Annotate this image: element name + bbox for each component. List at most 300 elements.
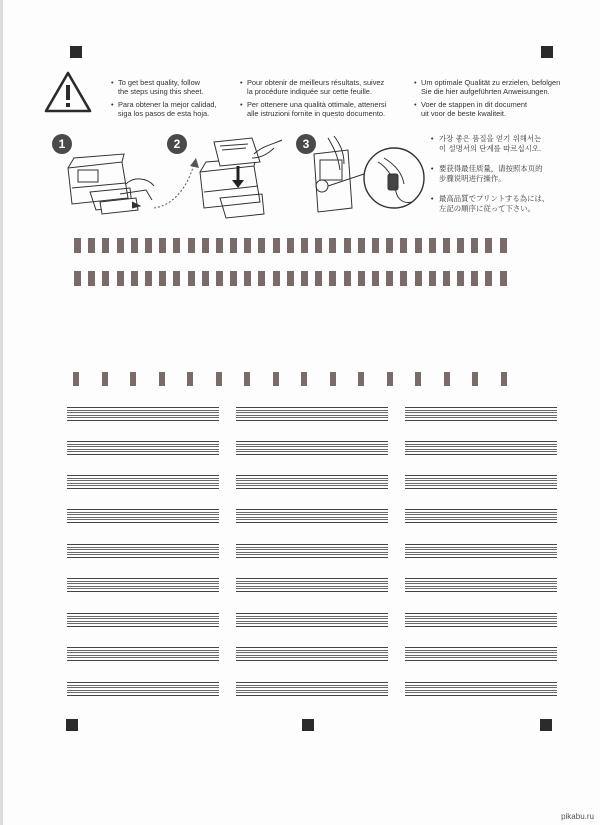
pattern-line: [405, 454, 557, 455]
pattern-line: [67, 444, 219, 445]
pattern-line: [67, 655, 219, 656]
step-number-2: 2: [167, 134, 187, 154]
page-edge: [0, 0, 3, 825]
instruction-text: Voer de stappen in dit document: [421, 100, 528, 109]
line-pattern-block: [67, 509, 219, 523]
pattern-line: [236, 586, 388, 587]
pattern-line: [236, 483, 388, 484]
pattern-line: [67, 690, 219, 691]
pattern-line: [67, 522, 219, 523]
instruction-text-korean: 이 설명서의 단계를 따르십시오.: [439, 143, 542, 153]
alignment-bar: [329, 271, 336, 286]
alignment-bar: [429, 271, 436, 286]
pattern-line: [67, 449, 219, 450]
pattern-line: [405, 586, 557, 587]
pattern-line: [405, 623, 557, 624]
instructions-col-3: [414, 78, 589, 120]
pattern-line: [236, 451, 388, 452]
instructions-asian: [430, 134, 590, 216]
alignment-bar: [230, 238, 237, 253]
alignment-bar: [145, 271, 152, 286]
bullet: •: [111, 100, 114, 109]
pattern-line: [236, 613, 388, 614]
pattern-line: [67, 613, 219, 614]
alignment-bar: [131, 238, 138, 253]
pattern-line: [236, 475, 388, 476]
pattern-line: [405, 514, 557, 515]
pattern-line: [67, 420, 219, 421]
registration-mark-top-left: [70, 46, 82, 58]
alignment-bar: [159, 372, 165, 386]
line-pattern-block: [236, 509, 388, 523]
alignment-bar: [330, 372, 336, 386]
pattern-line: [405, 519, 557, 520]
bullet: •: [414, 100, 417, 109]
line-pattern-block: [405, 509, 557, 523]
pattern-line: [67, 488, 219, 489]
pattern-line: [67, 514, 219, 515]
pattern-line: [236, 682, 388, 683]
pattern-line: [236, 544, 388, 545]
instruction-text: alle istruzioni fornite in questo documento.: [247, 109, 386, 118]
alignment-bar: [358, 238, 365, 253]
pattern-line: [236, 522, 388, 523]
alignment-bar: [444, 372, 450, 386]
pattern-line: [67, 591, 219, 592]
pattern-line: [405, 485, 557, 486]
alignment-bar: [117, 271, 124, 286]
pattern-line: [67, 441, 219, 442]
pattern-line: [236, 578, 388, 579]
pattern-line: [67, 578, 219, 579]
line-pattern-block: [67, 647, 219, 661]
alignment-bar: [73, 372, 79, 386]
pattern-line: [236, 657, 388, 658]
alignment-bar: [472, 372, 478, 386]
pattern-line: [67, 547, 219, 548]
pattern-line: [67, 485, 219, 486]
pattern-line: [67, 586, 219, 587]
pattern-line: [236, 488, 388, 489]
pattern-line: [405, 483, 557, 484]
pattern-line: [67, 512, 219, 513]
instruction-text: la procédure indiquée sur cette feuille.: [247, 87, 372, 96]
pattern-line: [67, 652, 219, 653]
pattern-line: [405, 647, 557, 648]
pattern-line: [236, 514, 388, 515]
pattern-line: [236, 588, 388, 589]
pattern-line: [67, 695, 219, 696]
alignment-bar: [102, 238, 109, 253]
pattern-line: [67, 621, 219, 622]
pattern-line: [67, 483, 219, 484]
pattern-line: [405, 652, 557, 653]
alignment-bar: [88, 271, 95, 286]
pattern-line: [405, 412, 557, 413]
instruction-text: Um optimale Qualität zu erzielen, befolgen: [421, 78, 561, 87]
pattern-line: [405, 410, 557, 411]
bullet: •: [111, 78, 114, 87]
line-pattern-block: [236, 682, 388, 696]
pattern-line: [67, 557, 219, 558]
pattern-line: [67, 657, 219, 658]
pattern-line: [405, 552, 557, 553]
pattern-line: [67, 618, 219, 619]
warning-icon: [44, 70, 92, 114]
registration-mark-bottom-right: [540, 719, 552, 731]
alignment-bar: [159, 238, 166, 253]
alignment-bar: [102, 372, 108, 386]
instructions-col-2: [240, 78, 405, 120]
alignment-bar: [145, 238, 152, 253]
pattern-line: [67, 509, 219, 510]
printer-illustration-step-1: [60, 140, 160, 220]
pattern-line: [236, 616, 388, 617]
pattern-line: [405, 695, 557, 696]
pattern-line: [236, 441, 388, 442]
pattern-line: [67, 410, 219, 411]
pattern-line: [236, 690, 388, 691]
pattern-line: [405, 488, 557, 489]
pattern-line: [236, 509, 388, 510]
line-pattern-block: [236, 407, 388, 421]
pattern-line: [67, 685, 219, 686]
instruction-text: Pour obtenir de meilleurs résultats, suivez: [247, 78, 385, 87]
alignment-bar: [88, 238, 95, 253]
alignment-bar: [244, 238, 251, 253]
pattern-line: [405, 475, 557, 476]
pattern-line: [236, 695, 388, 696]
alignment-bar: [188, 238, 195, 253]
alignment-bar: [244, 372, 250, 386]
alignment-bars-row-1: [74, 238, 514, 253]
alignment-bar: [117, 238, 124, 253]
alignment-bar: [74, 271, 81, 286]
line-pattern-block: [67, 475, 219, 489]
alignment-bar: [429, 238, 436, 253]
pattern-line: [405, 616, 557, 617]
pattern-line: [405, 517, 557, 518]
instruction-text-japanese: 最高品質でプリントする為には、: [439, 194, 550, 203]
pattern-line: [236, 420, 388, 421]
pattern-line: [236, 415, 388, 416]
pattern-line: [405, 660, 557, 661]
pattern-line: [236, 650, 388, 651]
pattern-line: [236, 454, 388, 455]
alignment-bar: [273, 372, 279, 386]
alignment-bar: [386, 238, 393, 253]
pattern-line: [236, 687, 388, 688]
alignment-bar: [173, 238, 180, 253]
alignment-bar: [443, 238, 450, 253]
line-pattern-block: [236, 613, 388, 627]
alignment-bar: [471, 238, 478, 253]
registration-mark-bottom-center: [302, 719, 314, 731]
alignment-bar: [287, 238, 294, 253]
line-pattern-block: [67, 441, 219, 455]
alignment-bar: [387, 372, 393, 386]
bullet: •: [430, 134, 435, 143]
pattern-line: [236, 552, 388, 553]
alignment-bar: [315, 238, 322, 253]
pattern-line: [236, 547, 388, 548]
registration-mark-bottom-left: [66, 719, 78, 731]
pattern-line: [405, 557, 557, 558]
instruction-text: Sie die hier aufgeführten Anweisungen.: [421, 87, 550, 96]
pattern-line: [67, 552, 219, 553]
alignment-bar: [287, 271, 294, 286]
bullet: •: [240, 100, 243, 109]
alignment-bar: [344, 271, 351, 286]
pattern-line: [67, 480, 219, 481]
instruction-text-korean: 가장 좋은 품질을 얻기 위해서는: [439, 134, 542, 143]
line-pattern-block: [67, 578, 219, 592]
registration-mark-top-right: [541, 46, 553, 58]
pattern-line: [67, 687, 219, 688]
pattern-line: [67, 517, 219, 518]
line-pattern-block: [236, 578, 388, 592]
pattern-line: [405, 420, 557, 421]
pattern-line: [236, 557, 388, 558]
instruction-text: the steps using this sheet.: [118, 87, 204, 96]
pattern-line: [405, 512, 557, 513]
pattern-line: [67, 626, 219, 627]
pattern-line: [405, 618, 557, 619]
pattern-line: [67, 588, 219, 589]
pattern-line: [236, 692, 388, 693]
alignment-bar: [358, 271, 365, 286]
line-pattern-block: [405, 441, 557, 455]
printer-illustration-step-2: [190, 136, 290, 224]
pattern-line: [236, 549, 388, 550]
pattern-line: [236, 621, 388, 622]
pattern-line: [236, 519, 388, 520]
alignment-bar: [301, 372, 307, 386]
instruction-text-japanese: 左記の順序に従って下さい。: [439, 203, 536, 213]
printer-illustration-step-3: [308, 134, 428, 224]
alignment-bar: [500, 238, 507, 253]
alignment-bar: [216, 372, 222, 386]
pattern-line: [405, 554, 557, 555]
line-pattern-block: [236, 647, 388, 661]
bullet: •: [430, 164, 435, 173]
step-number-3: 3: [296, 134, 316, 154]
alignment-bar: [187, 372, 193, 386]
pattern-line: [236, 410, 388, 411]
alignment-bar: [457, 238, 464, 253]
pattern-line: [405, 522, 557, 523]
alignment-bar: [188, 271, 195, 286]
alignment-bar: [244, 271, 251, 286]
pattern-line: [405, 407, 557, 408]
pattern-line: [67, 554, 219, 555]
alignment-bar: [329, 238, 336, 253]
pattern-line: [236, 591, 388, 592]
instruction-text: siga los pasos de esta hoja.: [118, 109, 210, 118]
pattern-line: [67, 412, 219, 413]
alignment-bar: [273, 238, 280, 253]
pattern-line: [236, 554, 388, 555]
alignment-bar: [415, 271, 422, 286]
pattern-line: [405, 415, 557, 416]
pattern-line: [236, 512, 388, 513]
pattern-line: [236, 449, 388, 450]
pattern-line: [405, 657, 557, 658]
pattern-line: [67, 519, 219, 520]
step-number-1: 1: [52, 134, 72, 154]
pattern-line: [236, 485, 388, 486]
pattern-line: [405, 480, 557, 481]
instruction-text-chinese: 要获得最佳质量，请按照本页的: [439, 164, 543, 173]
pattern-line: [67, 478, 219, 479]
alignment-bar: [301, 271, 308, 286]
alignment-bar: [485, 238, 492, 253]
pattern-line: [67, 407, 219, 408]
line-pattern-block: [405, 682, 557, 696]
watermark: pikabu.ru: [561, 812, 594, 821]
bullet: •: [430, 194, 435, 203]
pattern-line: [405, 446, 557, 447]
pattern-line: [236, 626, 388, 627]
pattern-line: [67, 446, 219, 447]
alignment-bar: [372, 238, 379, 253]
line-pattern-block: [405, 613, 557, 627]
pattern-line: [405, 578, 557, 579]
pattern-line: [405, 441, 557, 442]
pattern-line: [67, 623, 219, 624]
alignment-bar: [173, 271, 180, 286]
alignment-bar: [386, 271, 393, 286]
alignment-bar: [344, 238, 351, 253]
pattern-line: [405, 444, 557, 445]
pattern-line: [236, 660, 388, 661]
pattern-line: [67, 417, 219, 418]
alignment-bar: [258, 238, 265, 253]
pattern-line: [67, 616, 219, 617]
line-pattern-block: [67, 544, 219, 558]
pattern-line: [236, 623, 388, 624]
pattern-line: [236, 583, 388, 584]
line-pattern-block: [67, 407, 219, 421]
instruction-text: To get best quality, follow: [118, 78, 201, 87]
pattern-line: [405, 690, 557, 691]
pattern-line: [236, 652, 388, 653]
pattern-line: [67, 583, 219, 584]
alignment-bar: [202, 271, 209, 286]
line-pattern-block: [405, 578, 557, 592]
line-pattern-block: [405, 475, 557, 489]
pattern-line: [405, 687, 557, 688]
alignment-bar: [457, 271, 464, 286]
pattern-line: [405, 581, 557, 582]
alignment-bar: [501, 372, 507, 386]
alignment-bars-row-2: [74, 271, 514, 286]
pattern-line: [405, 613, 557, 614]
alignment-bar: [216, 238, 223, 253]
line-pattern-block: [405, 647, 557, 661]
pattern-line: [236, 478, 388, 479]
instruction-text: uit voor de beste kwaliteit.: [421, 109, 507, 118]
pattern-line: [236, 655, 388, 656]
pattern-line: [67, 544, 219, 545]
pattern-line: [405, 588, 557, 589]
alignment-bar: [258, 271, 265, 286]
pattern-line: [67, 660, 219, 661]
pattern-line: [67, 647, 219, 648]
alignment-bar: [471, 271, 478, 286]
pattern-line: [405, 544, 557, 545]
bullet: •: [240, 78, 243, 87]
alignment-bar: [102, 271, 109, 286]
pattern-line: [67, 475, 219, 476]
alignment-bar: [130, 372, 136, 386]
instruction-text-chinese: 步骤说明进行操作。: [439, 173, 506, 183]
alignment-bar: [415, 238, 422, 253]
pattern-line: [236, 581, 388, 582]
instructions-col-1: [111, 78, 231, 120]
line-pattern-block: [236, 544, 388, 558]
pattern-line: [67, 682, 219, 683]
alignment-bar: [500, 271, 507, 286]
pattern-line: [405, 655, 557, 656]
alignment-bar: [230, 271, 237, 286]
pattern-line: [236, 517, 388, 518]
alignment-bar: [315, 271, 322, 286]
line-pattern-block: [67, 682, 219, 696]
alignment-bar: [202, 238, 209, 253]
pattern-line: [405, 451, 557, 452]
line-pattern-block: [236, 475, 388, 489]
pattern-line: [405, 583, 557, 584]
pattern-line: [67, 451, 219, 452]
line-pattern-block: [67, 613, 219, 627]
pattern-line: [236, 618, 388, 619]
alignment-bar: [159, 271, 166, 286]
pattern-line: [405, 449, 557, 450]
alignment-bar: [400, 238, 407, 253]
pattern-line: [405, 509, 557, 510]
pattern-line: [405, 685, 557, 686]
pattern-line: [236, 444, 388, 445]
pattern-line: [67, 549, 219, 550]
alignment-bar: [273, 271, 280, 286]
pattern-line: [236, 412, 388, 413]
pattern-line: [405, 591, 557, 592]
pattern-line: [405, 417, 557, 418]
pattern-line: [236, 407, 388, 408]
instruction-text: Per ottenere una qualità ottimale, attenersi: [247, 100, 387, 109]
alignment-bars-row-3: [73, 372, 529, 386]
pattern-line: [405, 549, 557, 550]
pattern-line: [67, 454, 219, 455]
pattern-line: [405, 626, 557, 627]
line-pattern-block: [405, 544, 557, 558]
alignment-bar: [216, 271, 223, 286]
alignment-bar: [485, 271, 492, 286]
pattern-line: [236, 647, 388, 648]
pattern-line: [405, 692, 557, 693]
bullet: •: [414, 78, 417, 87]
pattern-line: [67, 581, 219, 582]
pattern-line: [405, 621, 557, 622]
alignment-bar: [74, 238, 81, 253]
instruction-text: Para obtener la mejor calidad,: [118, 100, 217, 109]
alignment-bar: [301, 238, 308, 253]
alignment-bar: [415, 372, 421, 386]
line-pattern-block: [405, 407, 557, 421]
pattern-line: [67, 650, 219, 651]
alignment-bar: [372, 271, 379, 286]
